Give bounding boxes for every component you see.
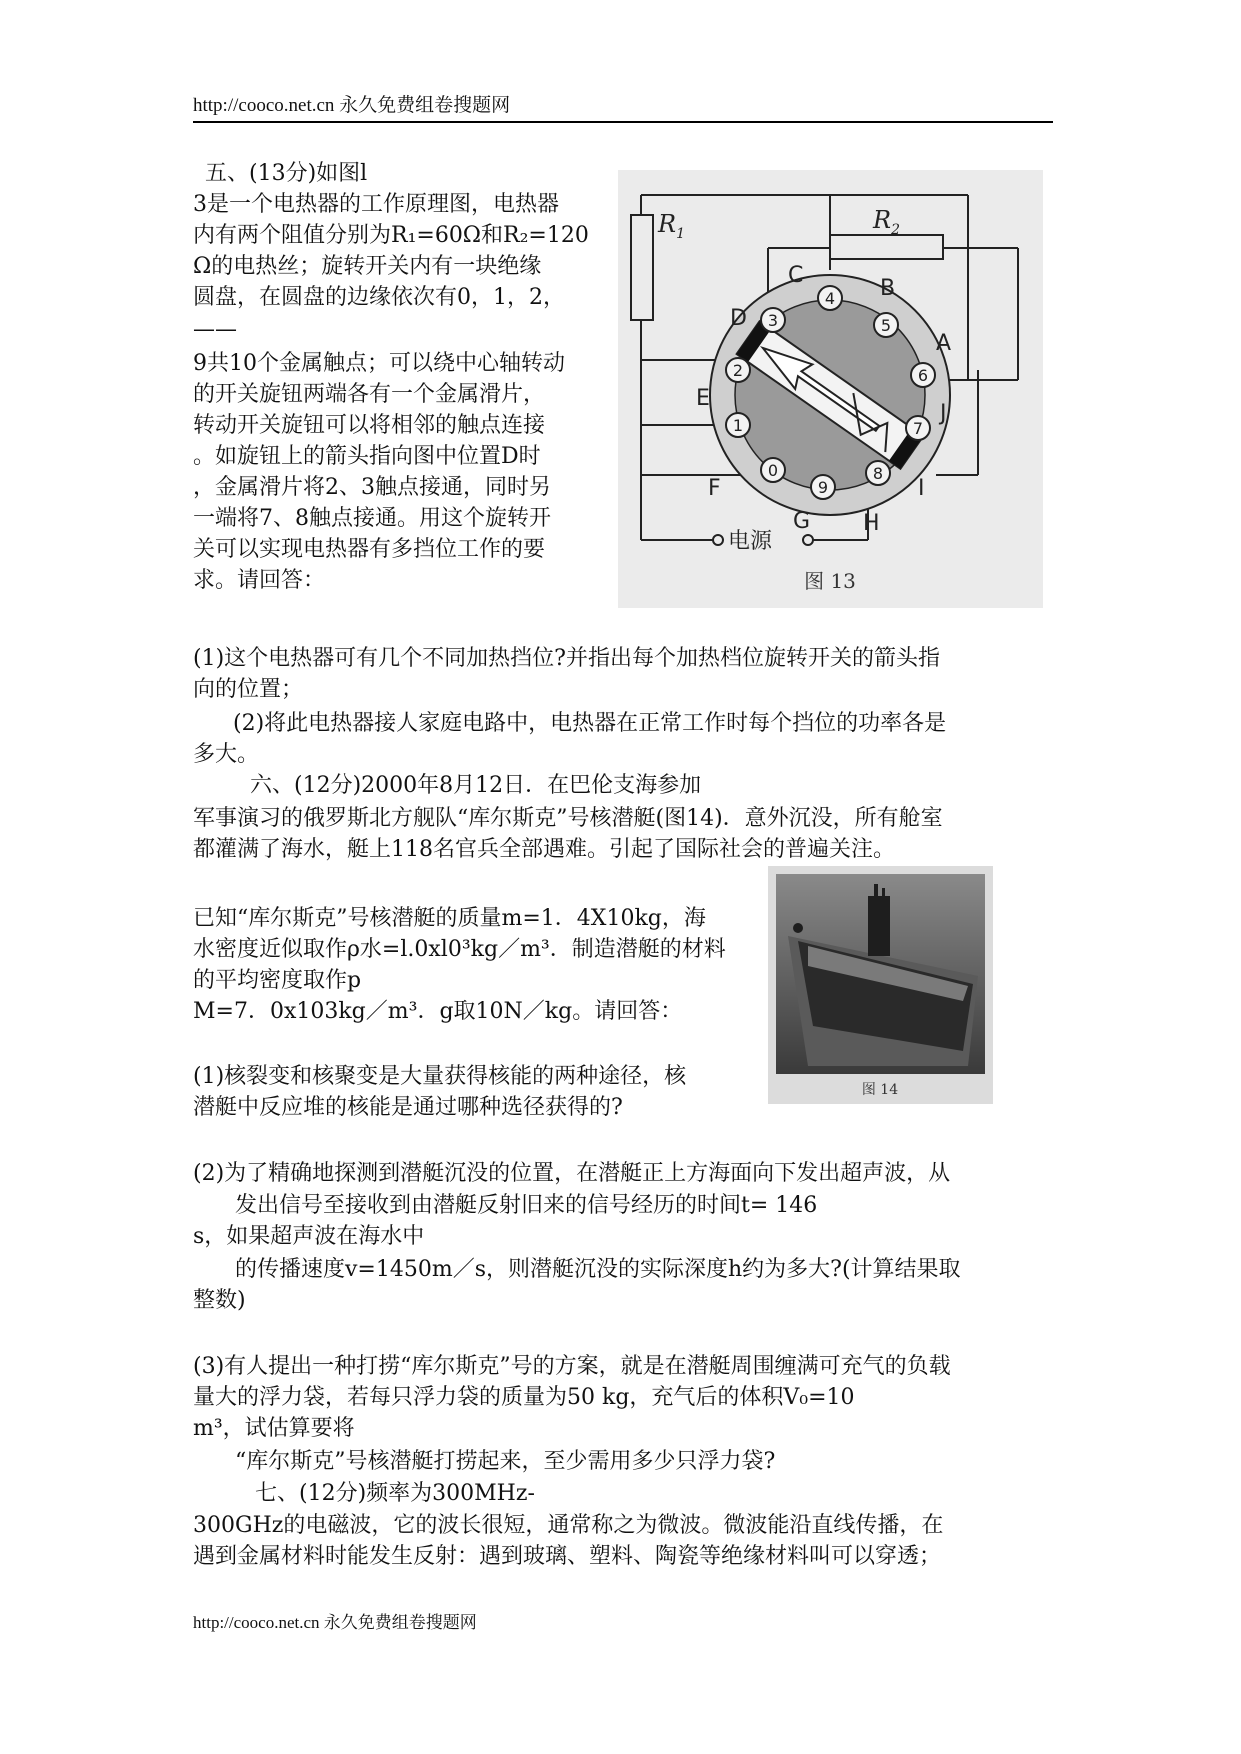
- r1-resistor: [631, 215, 653, 320]
- q6-intro-line-0: 六、(12分)2000年8月12日．在巴伦支海参加: [250, 773, 702, 798]
- label-F: F: [708, 476, 721, 501]
- contact-3: 3: [767, 311, 779, 330]
- q6-given-line-2: 的平均密度取作p: [193, 968, 362, 993]
- q5-line-9: 。如旋钮上的箭头指向图中位置D时: [193, 444, 541, 469]
- q5-line-10: ，金属滑片将2、3触点接通，同时另: [193, 475, 551, 500]
- contact-4: 4: [824, 289, 836, 308]
- label-E: E: [696, 386, 710, 411]
- q6-sub2-line-4: 整数): [193, 1288, 246, 1313]
- page-footer: http://cooco.net.cn 永久免费组卷搜题网: [193, 1613, 477, 1632]
- contact-0: 0: [767, 461, 779, 480]
- q6-sub3-line-3: “库尔斯克”号核潜艇打捞起来，至少需用多少只浮力袋?: [235, 1449, 776, 1474]
- q6-sub2-line-1: 发出信号至接收到由潜艇反射旧来的信号经历的时间t= 146: [235, 1193, 818, 1218]
- q7-line-2: 遇到金属材料时能发生反射：遇到玻璃、塑料、陶瓷等绝缘材料叫可以穿透；: [193, 1544, 942, 1569]
- q5-line-7: 的开关旋钮两端各有一个金属滑片，: [193, 382, 546, 407]
- q5-line-13: 求。请回答：: [193, 568, 326, 593]
- label-D: D: [730, 306, 747, 331]
- q7-line-0: 七、(12分)频率为300MHz-: [255, 1481, 535, 1506]
- label-H: H: [863, 511, 880, 536]
- power-label: 电源: [728, 529, 773, 554]
- q5-line-5: ——: [193, 317, 237, 342]
- contact-6: 6: [917, 366, 929, 385]
- q5-sub2-line-0: (2)将此电热器接人家庭电路中，电热器在正常工作时每个挡位的功率各是: [233, 711, 947, 736]
- q5-sub2-line-1: 多大。: [193, 742, 260, 767]
- q5-line-3: Ω的电热丝；旋转开关内有一块绝缘: [193, 254, 542, 279]
- fig14-caption: 图 14: [861, 1082, 899, 1098]
- q5-line-8: 转动开关旋钮可以将相邻的触点连接: [193, 413, 546, 438]
- q5-line-1: 3是一个电热器的工作原理图，电热器: [193, 192, 559, 217]
- q6-sub1-line-1: 潜艇中反应堆的核能是通过哪种选径获得的?: [193, 1095, 623, 1120]
- q6-sub3-line-1: 量大的浮力袋，若每只浮力袋的质量为50 kg，充气后的体积V₀=10: [193, 1385, 855, 1410]
- power-terminal-right: [803, 535, 813, 545]
- label-J: J: [940, 401, 947, 426]
- q5-line-2: 内有两个阻值分别为R₁=60Ω和R₂=120: [193, 223, 589, 248]
- page-header: http://cooco.net.cn 永久免费组卷搜题网: [193, 95, 511, 116]
- contact-2: 2: [732, 361, 744, 380]
- q5-line-12: 关可以实现电热器有多挡位工作的要: [193, 537, 546, 562]
- q6-sub2-line-2: s，如果超声波在海水中: [193, 1224, 425, 1249]
- contact-8: 8: [872, 464, 884, 483]
- q6-intro-line-1: 军事演习的俄罗斯北方舰队“库尔斯克”号核潜艇(图14)．意外沉没，所有舱室: [193, 806, 943, 831]
- q5-line-11: 一端将7、8触点接通。用这个旋转开: [193, 506, 551, 531]
- label-B: B: [880, 276, 896, 301]
- label-G: G: [793, 509, 811, 534]
- q6-intro-line-2: 都灌满了海水，艇上118名官兵全部遇难。引起了国际社会的普遍关注。: [193, 837, 895, 862]
- q6-sub3-line-0: (3)有人提出一种打捞“库尔斯克”号的方案，就是在潜艇周围缠满可充气的负载: [193, 1354, 951, 1379]
- figure-14: [768, 866, 993, 1104]
- contact-1: 1: [732, 416, 744, 435]
- figure-13: [618, 170, 1043, 608]
- label-C: C: [788, 263, 804, 288]
- q5-line-0: 五、(13分)如图l: [205, 161, 368, 186]
- submarine-photo: [768, 866, 993, 1104]
- header-rule: [193, 121, 1053, 123]
- q5-line-4: 圆盘，在圆盘的边缘依次有0，1，2，: [193, 285, 565, 310]
- label-A: A: [936, 331, 952, 356]
- q6-sub2-line-3: 的传播速度v=1450m／s，则潜艇沉没的实际深度h约为多大?(计算结果取: [235, 1257, 961, 1282]
- q6-given-line-1: 水密度近似取作ρ水=l.0xl0³kg／m³．制造潜艇的材料: [193, 937, 726, 962]
- label-I: I: [918, 476, 925, 501]
- r2-resistor: [830, 235, 943, 259]
- r1-sub: 1: [676, 226, 685, 242]
- q6-given-line-3: M=7．0x103kg／m³．g取10N／kg。请回答：: [193, 999, 683, 1024]
- q5-sub1-line-1: 向的位置；: [193, 677, 304, 702]
- fig13-caption: 图 13: [804, 569, 856, 593]
- q6-given-line-0: 已知“库尔斯克”号核潜艇的质量m=1．4X10kg，海: [193, 906, 706, 931]
- circuit-diagram: [618, 170, 1043, 608]
- contact-7: 7: [912, 419, 924, 438]
- r2-label: R: [873, 206, 892, 234]
- contact-5: 5: [880, 316, 892, 335]
- q6-sub1-line-0: (1)核裂变和核聚变是大量获得核能的两种途径，核: [193, 1064, 687, 1089]
- r1-label: R: [658, 210, 677, 238]
- q6-sub3-line-2: m³，试估算要将: [193, 1416, 355, 1441]
- contact-9: 9: [817, 478, 829, 497]
- r2-sub: 2: [891, 222, 900, 238]
- power-terminal-left: [713, 535, 723, 545]
- q5-line-6: 9共10个金属触点；可以绕中心轴转动: [193, 351, 565, 376]
- q6-sub2-line-0: (2)为了精确地探测到潜艇沉没的位置，在潜艇正上方海面向下发出超声波，从: [193, 1161, 951, 1186]
- q7-line-1: 300GHz的电磁波，它的波长很短，通常称之为微波。微波能沿直线传播，在: [193, 1513, 944, 1538]
- q5-sub1-line-0: (1)这个电热器可有几个不同加热挡位?并指出每个加热档位旋转开关的箭头指: [193, 646, 940, 671]
